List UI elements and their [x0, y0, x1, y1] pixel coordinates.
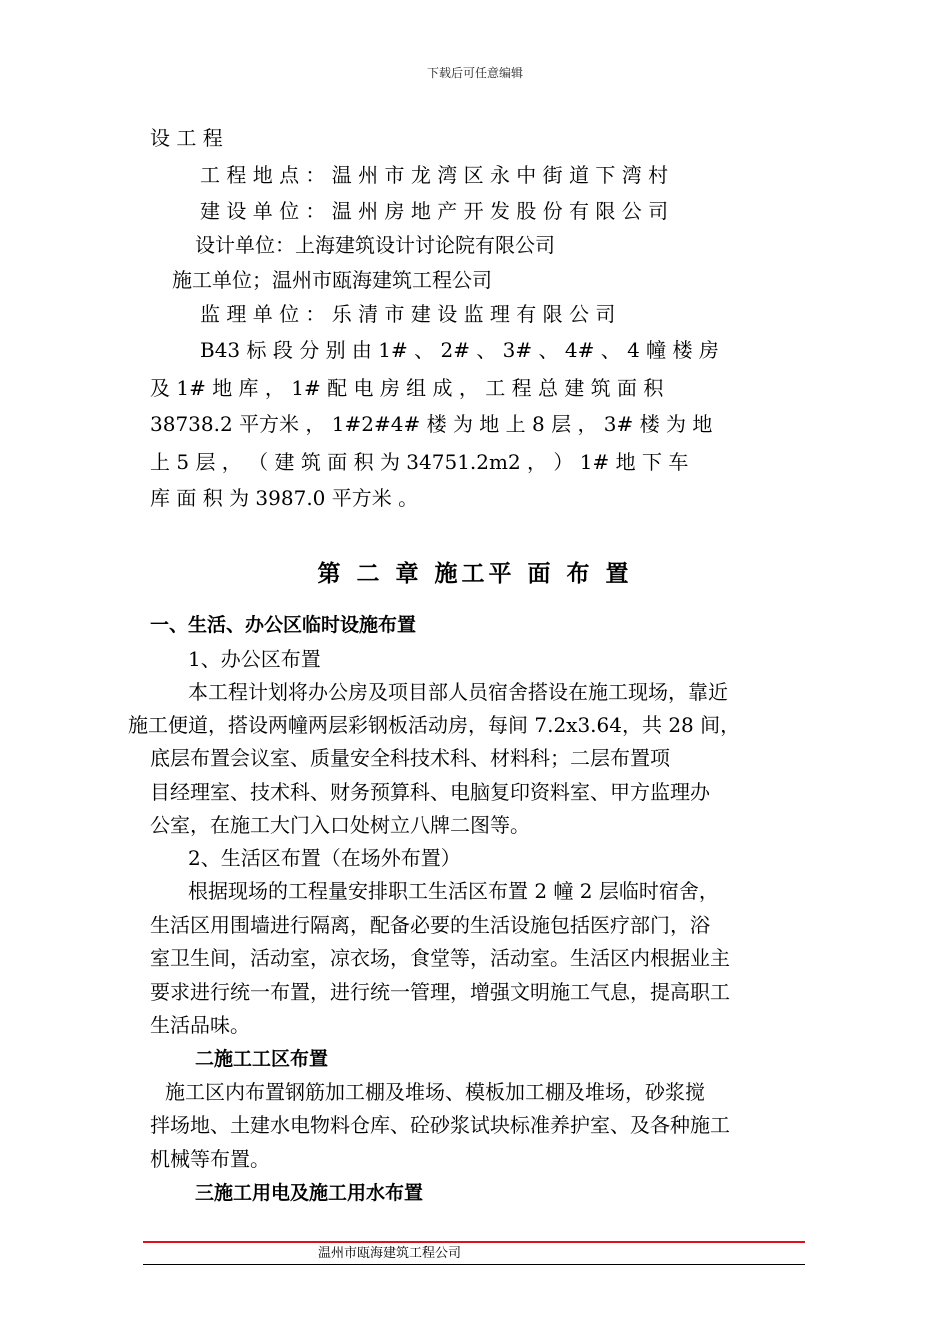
page-footer: 温州市瓯海建筑工程公司 — [318, 1246, 462, 1261]
intro-line: 上 5 层 ， （ 建 筑 面 积 为 34751.2m2 ， ） 1# 地 下 车 — [150, 450, 689, 474]
contractor-unit: 施工单位；温州市瓯海建筑工程公司 — [172, 268, 492, 292]
supervision-unit: 监 理 单 位 ： 乐 清 市 建 设 监 理 有 限 公 司 — [200, 302, 616, 326]
subsection-heading: 1、办公区布置 — [188, 647, 321, 671]
paragraph-line: 施工便道，搭设两幢两层彩钢板活动房，每间 7.2x3.64，共 28 间， — [128, 713, 741, 737]
paragraph-line: 施工区内布置钢筋加工棚及堆场、模板加工棚及堆场，砂浆搅 — [165, 1080, 705, 1104]
paragraph-line: 拌场地、土建水电物料仓库、砼砂浆试块标准养护室、及各种施工 — [150, 1113, 730, 1137]
intro-line: 及 1# 地 库 ， 1# 配 电 房 组 成 ， 工 程 总 建 筑 面 积 — [150, 376, 664, 400]
intro-line: 设 工 程 — [150, 126, 223, 150]
paragraph-line: 本工程计划将办公房及项目部人员宿舍搭设在施工现场，靠近 — [188, 680, 728, 704]
section-heading: 二施工工区布置 — [195, 1048, 329, 1070]
paragraph-line: 根据现场的工程量安排职工生活区布置 2 幢 2 层临时宿舍， — [188, 879, 719, 903]
paragraph-line: 生活品味。 — [150, 1013, 250, 1037]
paragraph-line: 生活区用围墙进行隔离，配备必要的生活设施包括医疗部门，浴 — [150, 913, 710, 937]
intro-line: B43 标 段 分 别 由 1# 、 2# 、 3# 、 4# 、 4 幢 楼 房 — [200, 338, 719, 362]
intro-line: 38738.2 平方米 ， 1#2#4# 楼 为 地 上 8 层 ， 3# 楼 为 地 — [150, 412, 713, 436]
design-unit: 设计单位：上海建筑设计讨论院有限公司 — [195, 233, 555, 257]
paragraph-line: 室卫生间，活动室，凉衣场，食堂等，活动室。生活区内根据业主 — [150, 946, 730, 970]
paragraph-line: 底层布置会议室、质量安全科技术科、材料科；二层布置项 — [150, 746, 670, 770]
footer-rule-black — [143, 1264, 805, 1265]
section-heading: 三施工用电及施工用水布置 — [195, 1182, 424, 1204]
construction-unit: 建 设 单 位 ： 温 州 房 地 产 开 发 股 份 有 限 公 司 — [200, 199, 669, 223]
footer-rule-red — [143, 1241, 805, 1243]
subsection-heading: 2、生活区布置（在场外布置） — [188, 846, 461, 870]
page-header: 下载后可任意编辑 — [426, 66, 523, 80]
paragraph-line: 要求进行统一布置，进行统一管理，增强文明施工气息，提高职工 — [150, 980, 730, 1004]
section-heading: 一、生活、办公区临时设施布置 — [150, 614, 417, 636]
chapter-title: 第 二 章 施工平 面 布 置 — [317, 561, 633, 587]
paragraph-line: 公室，在施工大门入口处树立八牌二图等。 — [150, 813, 530, 837]
intro-line: 库 面 积 为 3987.0 平方米 。 — [150, 486, 419, 510]
paragraph-line: 机械等布置。 — [150, 1147, 270, 1171]
paragraph-line: 目经理室、技术科、财务预算科、电脑复印资料室、甲方监理办 — [150, 780, 710, 804]
project-location: 工 程 地 点 ： 温 州 市 龙 湾 区 永 中 街 道 下 湾 村 — [200, 163, 669, 187]
